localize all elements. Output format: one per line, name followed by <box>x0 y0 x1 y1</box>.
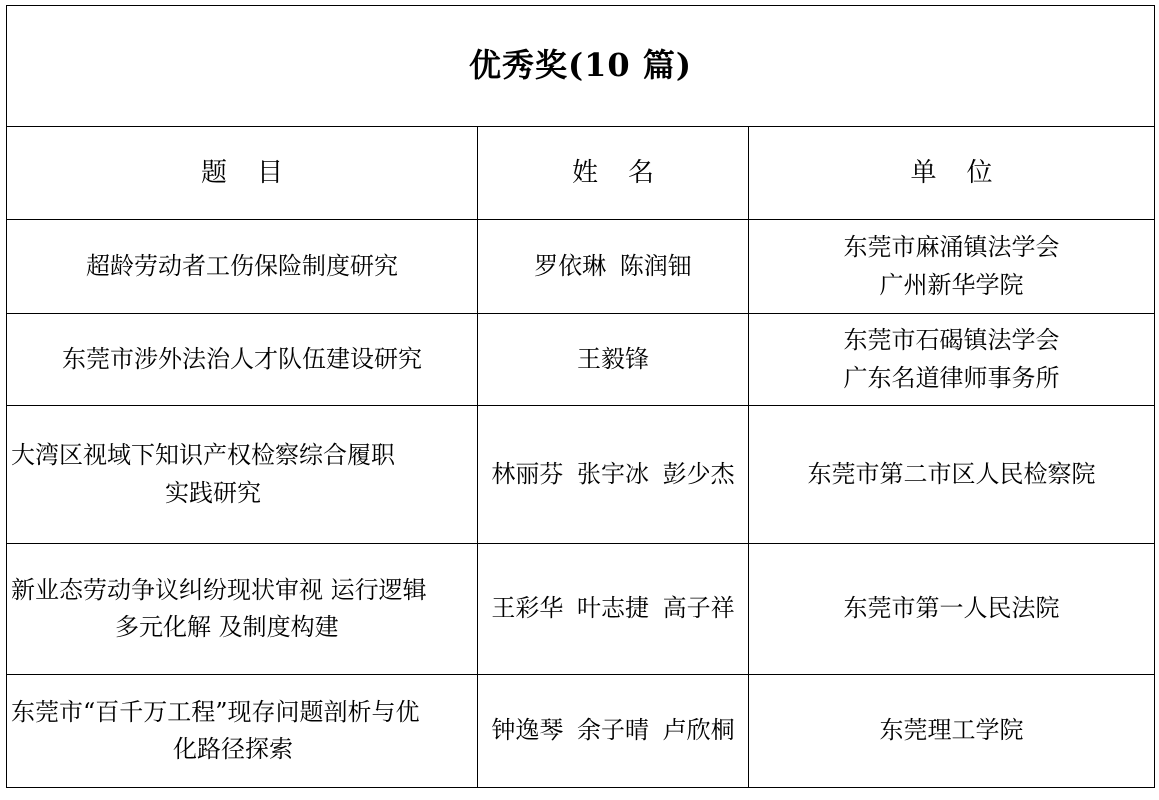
table-row <box>7 314 1155 406</box>
topic-cell <box>7 220 478 314</box>
topic-line: 超龄劳动者工伤保险制度研究 <box>86 251 398 280</box>
unit-cell <box>749 544 1155 675</box>
unit-cell <box>749 675 1155 788</box>
award-table <box>6 5 1155 788</box>
unit-line: 东莞市石碣镇法学会 <box>843 326 1060 355</box>
header-topic <box>7 127 478 220</box>
table-row <box>7 406 1155 544</box>
unit-line: 东莞市第一人民法院 <box>843 594 1060 623</box>
names-cell <box>478 675 749 788</box>
title-cell <box>7 6 1155 127</box>
topic-cell <box>7 544 478 675</box>
author-names: 林丽芬 张宇冰 彭少杰 <box>491 459 735 488</box>
table-row <box>7 220 1155 314</box>
author-names: 王彩华 叶志捷 高子祥 <box>491 594 735 623</box>
topic-cell <box>7 675 478 788</box>
names-cell <box>478 544 749 675</box>
table-title: 优秀奖(10 篇) <box>469 46 692 85</box>
table-row <box>7 675 1155 788</box>
topic-line: 多元化解 及制度构建 <box>115 613 339 641</box>
author-names: 罗依琳 陈润钿 <box>534 251 692 280</box>
table-row <box>7 544 1155 675</box>
header-names-label: 姓名 <box>571 157 684 188</box>
names-cell <box>478 220 749 314</box>
header-row <box>7 127 1155 220</box>
topic-line: 化路径探索 <box>173 735 293 763</box>
unit-line: 东莞市麻涌镇法学会 <box>843 233 1060 262</box>
unit-line: 广州新华学院 <box>879 270 1024 299</box>
header-unit-label: 单位 <box>910 157 1023 188</box>
topic-line: 实践研究 <box>165 478 261 507</box>
author-names: 钟逸琴 余子晴 卢欣桐 <box>491 716 735 745</box>
unit-cell <box>749 314 1155 406</box>
topic-line: 东莞市“百千万工程”现存问题剖析与优 <box>11 697 420 726</box>
topic-cell <box>7 314 478 406</box>
header-topic-label: 题目 <box>200 157 313 188</box>
topic-line: 大湾区视域下知识产权检察综合履职 <box>11 441 395 470</box>
topic-line: 新业态劳动争议纠纷现状审视 运行逻辑 <box>11 575 427 604</box>
header-names <box>478 127 749 220</box>
unit-cell <box>749 406 1155 544</box>
unit-line: 东莞市第二市区人民检察院 <box>807 459 1096 488</box>
topic-line: 东莞市涉外法治人才队伍建设研究 <box>62 344 422 373</box>
title-row <box>7 6 1155 127</box>
header-unit <box>749 127 1155 220</box>
unit-cell <box>749 220 1155 314</box>
unit-line: 广东名道律师事务所 <box>843 363 1060 392</box>
unit-line: 东莞理工学院 <box>879 716 1024 745</box>
topic-cell <box>7 406 478 544</box>
author-names: 王毅锋 <box>577 344 649 373</box>
names-cell <box>478 314 749 406</box>
names-cell <box>478 406 749 544</box>
